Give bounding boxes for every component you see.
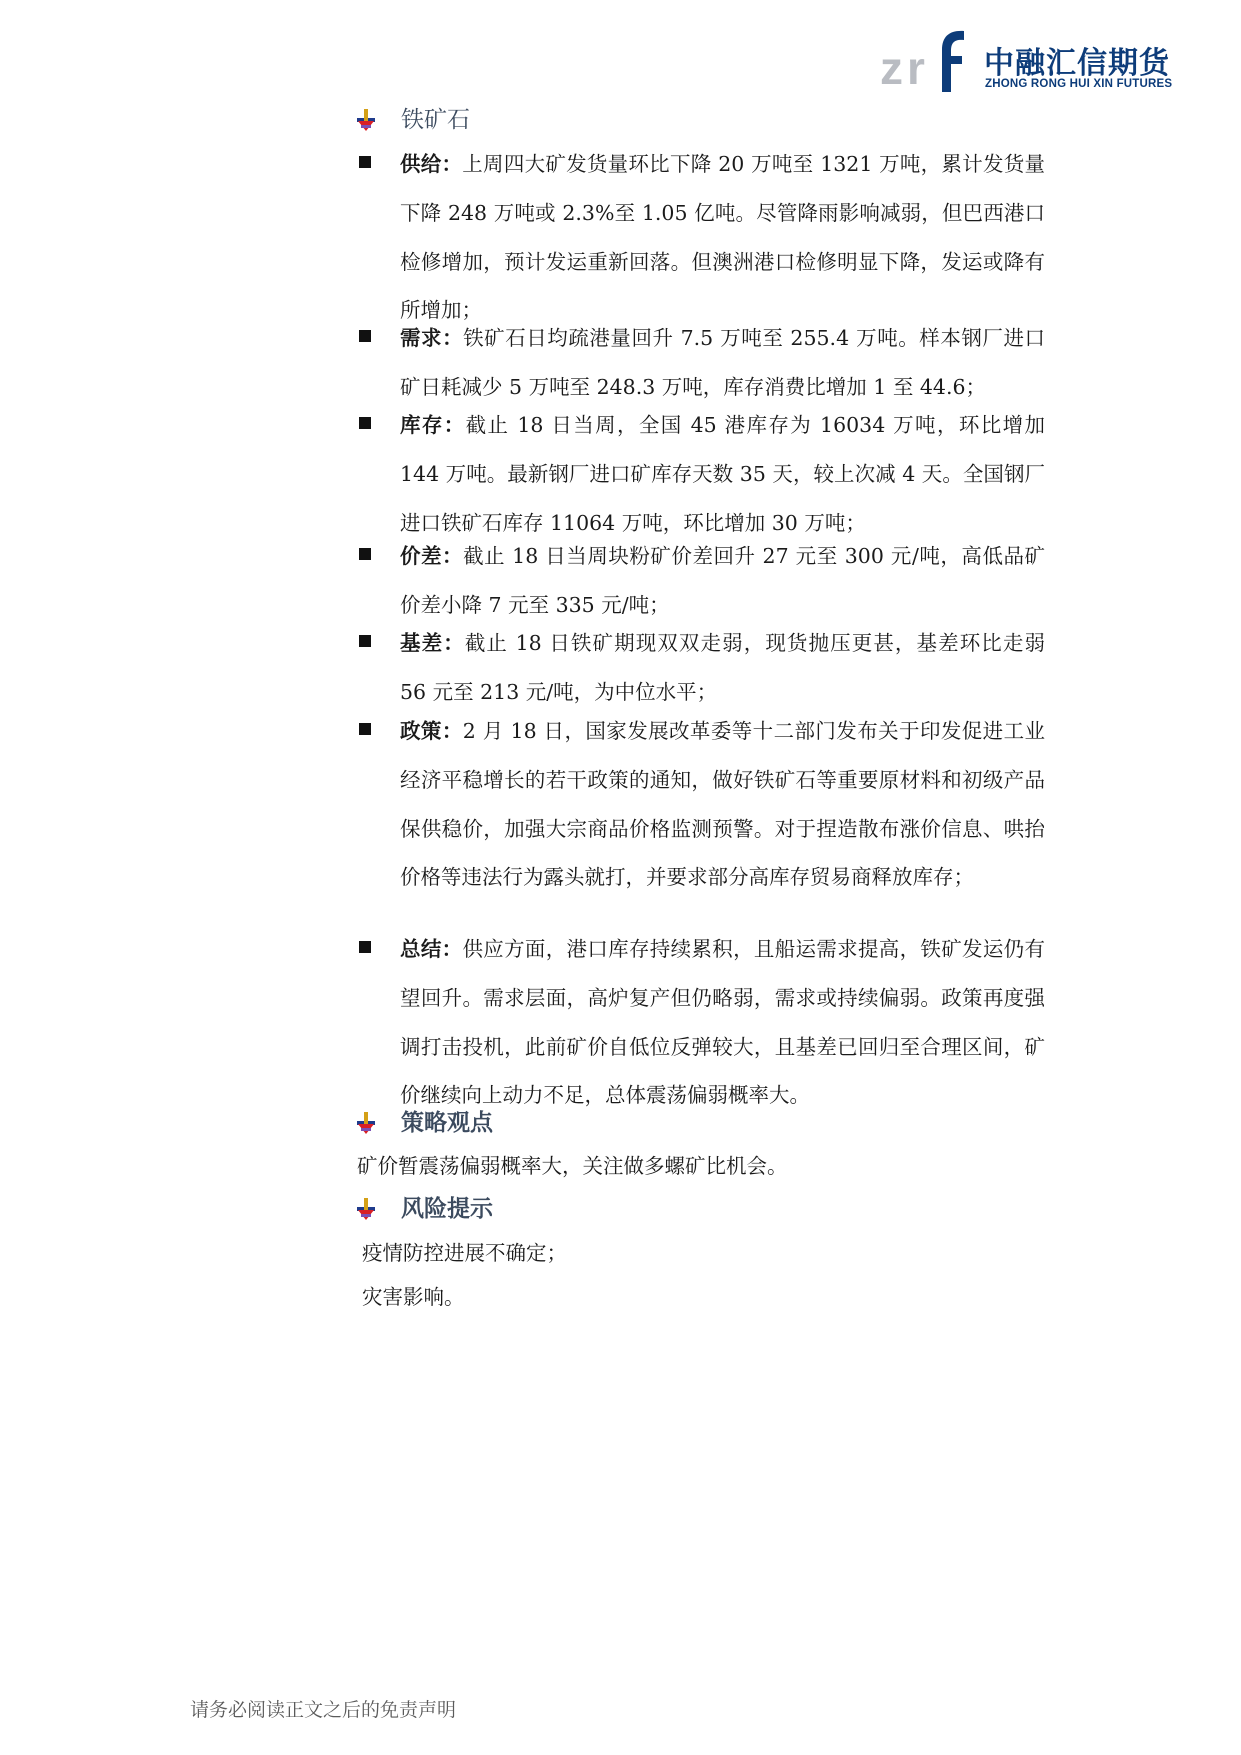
strategy-text: 矿价暂震荡偏弱概率大，关注做多螺矿比机会。 <box>357 1154 788 1178</box>
bullet-summary <box>355 925 1045 1120</box>
logo-english-name: ZHONG RONG HUI XIN FUTURES <box>985 78 1173 90</box>
svg-text:r: r <box>907 42 925 94</box>
risk-line: 灾害影响。 <box>362 1285 465 1309</box>
heading-marker-icon <box>355 1110 377 1136</box>
section-title: 铁矿石 <box>401 107 470 133</box>
bullet-label: 总结： <box>400 937 463 961</box>
bullet-label: 政策： <box>400 719 463 743</box>
square-bullet-icon <box>359 417 371 429</box>
company-logo <box>880 28 1173 94</box>
bullet-basis <box>355 619 1045 717</box>
square-bullet-icon <box>359 723 371 735</box>
svg-text:z: z <box>880 42 903 94</box>
bullet-supply <box>355 140 1045 335</box>
bullet-label: 需求： <box>400 326 464 350</box>
heading-marker-icon <box>355 1196 377 1222</box>
bullet-demand <box>355 314 1045 412</box>
heading-marker-icon <box>355 107 377 133</box>
section-title: 风险提示 <box>401 1196 493 1222</box>
square-bullet-icon <box>359 941 371 953</box>
bullet-text: 截止 18 日当周，全国 45 港库存为 16034 万吨，环比增加 144 万吨。最新钢厂进口矿库存天数 35 天，较上次减 4 天。全国钢厂进口铁矿石库存 11064 万吨，环比增加 30 万吨； <box>400 413 1046 535</box>
footer-disclaimer: 请务必阅读正文之后的免责声明 <box>190 1699 457 1721</box>
bullet-policy <box>355 707 1045 902</box>
bullet-text: 2 月 18 日，国家发展改革委等十二部门发布关于印发促进工业经济平稳增长的若干政策的通知，做好铁矿石等重要原材料和初级产品保供稳价，加强大宗商品价格监测预警。对于捏造散布涨价信息、哄抬价格等违法行为露头就打，并要求部分高库存贸易商释放库存； <box>400 719 1045 890</box>
logo-chinese-name: 中融汇信期货 <box>984 46 1170 81</box>
bullet-text: 供应方面，港口库存持续累积，且船运需求提高，铁矿发运仍有望回升。需求层面，高炉复产但仍略弱，需求或持续偏弱。政策再度强调打击投机，此前矿价自低位反弹较大，且基差已回归至合理区间，矿价继续向上动力不足，总体震荡偏弱概率大。 <box>400 937 1046 1108</box>
zrf-logo-icon <box>880 28 972 94</box>
bullet-label: 库存： <box>400 413 466 437</box>
bullet-label: 基差： <box>400 631 465 655</box>
bullet-inventory <box>355 401 1045 547</box>
square-bullet-icon <box>359 330 371 342</box>
bullet-price-spread <box>355 532 1045 630</box>
bullet-text: 截止 18 日当周块粉矿价差回升 27 元至 300 元/吨，高低品矿价差小降 7 元至 335 元/吨； <box>400 544 1045 617</box>
square-bullet-icon <box>359 635 371 647</box>
section-title: 策略观点 <box>401 1110 493 1136</box>
bullet-text: 铁矿石日均疏港量回升 7.5 万吨至 255.4 万吨。样本钢厂进口矿日耗减少 5 万吨至 248.3 万吨，库存消费比增加 1 至 44.6； <box>400 326 1045 399</box>
bullet-label: 供给： <box>400 152 463 176</box>
bullet-text: 截止 18 日铁矿期现双双走弱，现货抛压更甚，基差环比走弱 56 元至 213 元/吨，为中位水平； <box>400 631 1046 704</box>
square-bullet-icon <box>359 548 371 560</box>
risk-line: 疫情防控进展不确定； <box>362 1241 567 1265</box>
square-bullet-icon <box>359 156 371 168</box>
bullet-label: 价差： <box>400 544 464 568</box>
bullet-text: 上周四大矿发货量环比下降 20 万吨至 1321 万吨，累计发货量下降 248 万吨或 2.3%至 1.05 亿吨。尽管降雨影响减弱，但巴西港口检修增加，预计发运重新回落。但澳洲港口检修明显下降，发运或降有所增加； <box>400 152 1045 323</box>
